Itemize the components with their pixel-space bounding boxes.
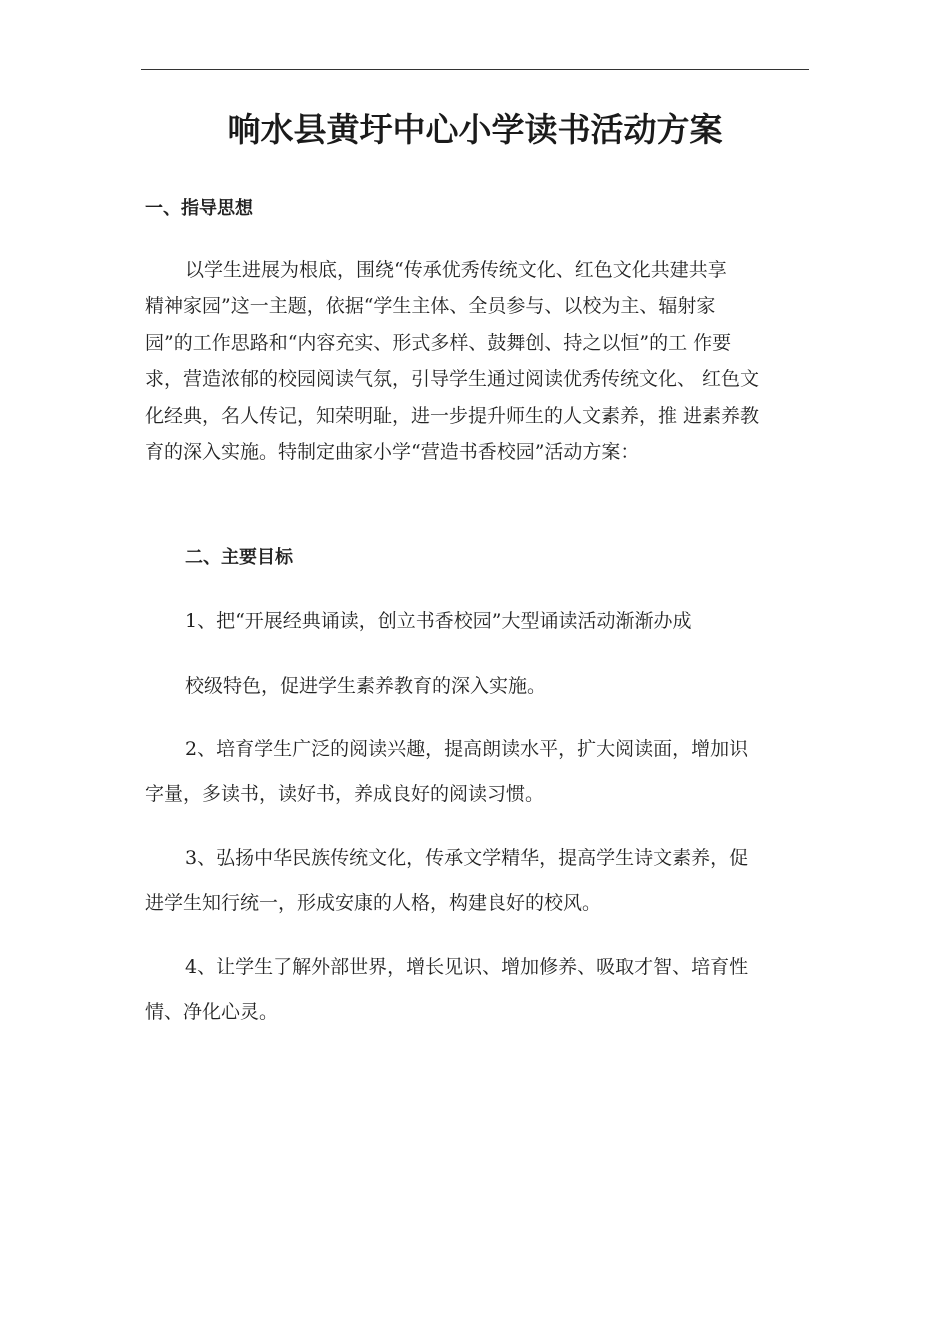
section-heading-main-goals: 二、主要目标 (185, 547, 293, 568)
paragraph-line: 3、弘扬中华民族传统文化，传承文学精华，提高学生诗文素养，促 (185, 847, 749, 869)
paragraph-line: 求，营造浓郁的校园阅读气氛，引导学生通过阅读优秀传统文化、 红色文 (145, 368, 760, 390)
paragraph-line: 校级特色，促进学生素养教育的深入实施。 (185, 675, 547, 697)
paragraph-line: 以学生进展为根底，围绕“传承优秀传统文化、红色文化共建共享 (185, 259, 727, 281)
paragraph-line: 情、净化心灵。 (145, 1001, 279, 1023)
paragraph-line: 园”的工作思路和“内容充实、形式多样、鼓舞创、持之以恒”的工 作要 (145, 332, 732, 354)
paragraph-line: 字量，多读书，读好书，养成良好的阅读习惯。 (145, 783, 545, 805)
paragraph-line: 精神家园”这一主题，依据“学生主体、全员参与、以校为主、辐射家 (145, 295, 716, 317)
header-rule (141, 69, 809, 70)
paragraph-line: 2、培育学生广泛的阅读兴趣，提高朗读水平，扩大阅读面，增加识 (185, 738, 749, 760)
paragraph-line: 育的深入实施。特制定曲家小学“营造书香校园”活动方案： (145, 441, 640, 463)
paragraph-guiding-ideology (145, 252, 790, 470)
document-title: 响水县黄圩中心小学读书活动方案 (227, 110, 723, 149)
goal-item-2 (145, 731, 790, 812)
section-heading-guiding-ideology: 一、指导思想 (145, 198, 253, 219)
paragraph-line: 化经典，名人传记，知荣明耻，进一步提升师生的人文素养，推 进素养教 (145, 405, 760, 427)
goal-item-1-line2 (145, 668, 790, 704)
goal-item-1-line1 (145, 603, 790, 639)
paragraph-line: 1、把“开展经典诵读，创立书香校园”大型诵读活动渐渐办成 (185, 610, 692, 632)
goal-item-4 (145, 949, 790, 1030)
paragraph-line: 进学生知行统一，形成安康的人格，构建良好的校风。 (145, 892, 602, 914)
paragraph-line: 4、让学生了解外部世界，增长见识、增加修养、吸取才智、培育性 (185, 956, 749, 978)
goal-item-3 (145, 840, 790, 921)
